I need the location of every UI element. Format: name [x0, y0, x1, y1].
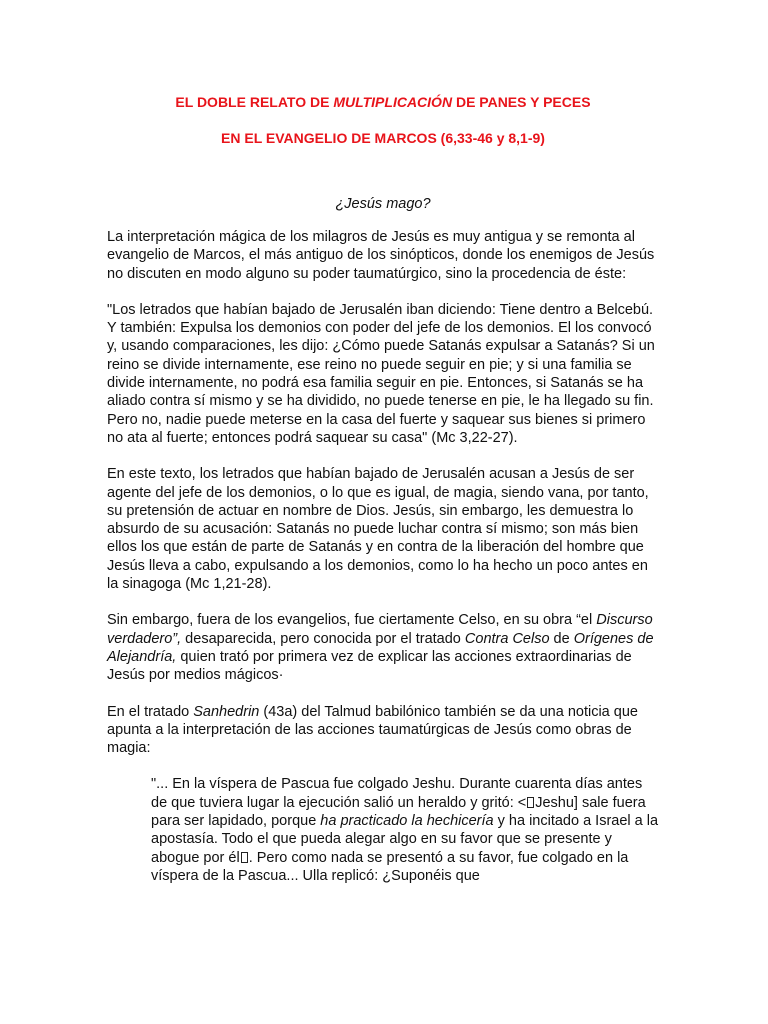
missing-glyph-icon [527, 797, 534, 808]
section-subtitle: ¿Jesús mago? [335, 196, 431, 212]
missing-glyph-icon [241, 852, 248, 863]
document-title-line2: EN EL EVANGELIO DE MARCOS (6,33-46 y 8,1-9) [221, 130, 545, 146]
paragraph-5: En el tratado Sanhedrin (43a) del Talmud babilónico también se da una noticia que apunta a la interpretación de las acciones taumatúrgicas de Jesús como obras de magia: [107, 703, 638, 757]
paragraph-1: La interpretación mágica de los milagros de Jesús es muy antigua y se remonta al evangelio de Marcos, el más antiguo de los sinópticos, donde los enemigos de Jesús no discuten en modo alguno su poder taumatúrgico, sino la procedencia de éste: [107, 229, 655, 282]
paragraph-3: En este texto, los letrados que habían bajado de Jerusalén acusan a Jesús de ser agente del jefe de los demonios, o lo que es igual, de magia, siendo vana, por tanto, su pretensión de actuar en nombre de Dios. Jesús, sin embargo, les demuestra lo absurdo de su acusación: Satanás no puede luchar contra sí mismo; son más bien ellos los que están de parte de Satanás y en contra de la liberación del hombre que Jesús lleva a cabo, expulsando a los demonios, como lo ha hecho un poco antes en la sinagoga (Mc 1,21-28). [107, 466, 649, 593]
document-title-line1: EL DOBLE RELATO DE MULTIPLICACIÓN DE PANES Y PECES [175, 94, 591, 110]
talmud-quote: "... En la víspera de Pascua fue colgado Jeshu. Durante cuarenta días antes de que tuviera lugar la ejecución salió un heraldo y gritó: < Jeshu] sale fuera para ser lapidado, porque ha practicado la hechicería y ha incitado a Israel a la apostasía. Todo el que pueda alegar algo en su favor que se presente y abogue por él . Pero como nada se presentó a su favor, fue colgado en la víspera de la Pascua... Ulla replicó: ¿Suponéis que [151, 776, 659, 884]
document-page [107, 94, 659, 885]
paragraph-2-quote-mark: "Los letrados que habían bajado de Jerusalén iban diciendo: Tiene dentro a Belcebú. Y también: Expulsa los demonios con poder del jefe de los demonios. El los convocó y, usando comparaciones, les dijo: ¿Cómo puede Satanás expulsar a Satanás? Si un reino se divide internamente, ese reino no puede seguir en pie; y si una familia se divide internamente, no podrá esa familia seguir en pie. Entonces, si Satanás se ha aliado contra sí mismo y se ha dividido, no puede tenerse en pie, le ha llegado su fin. Pero no, nadie puede meterse en la casa del fuerte y saquear sus bienes si primero no ata al fuerte; entonces podrá saquear su casa" (Mc 3,22-27). [107, 301, 655, 446]
paragraph-4: Sin embargo, fuera de los evangelios, fue ciertamente Celso, en su obra “el Discurso verdadero”, desaparecida, pero conocida por el tratado Contra Celso de Orígenes de Alejandría, quien trató por primera vez de explicar las acciones extraordinarias de Jesús por medios mágicos· [107, 612, 654, 684]
